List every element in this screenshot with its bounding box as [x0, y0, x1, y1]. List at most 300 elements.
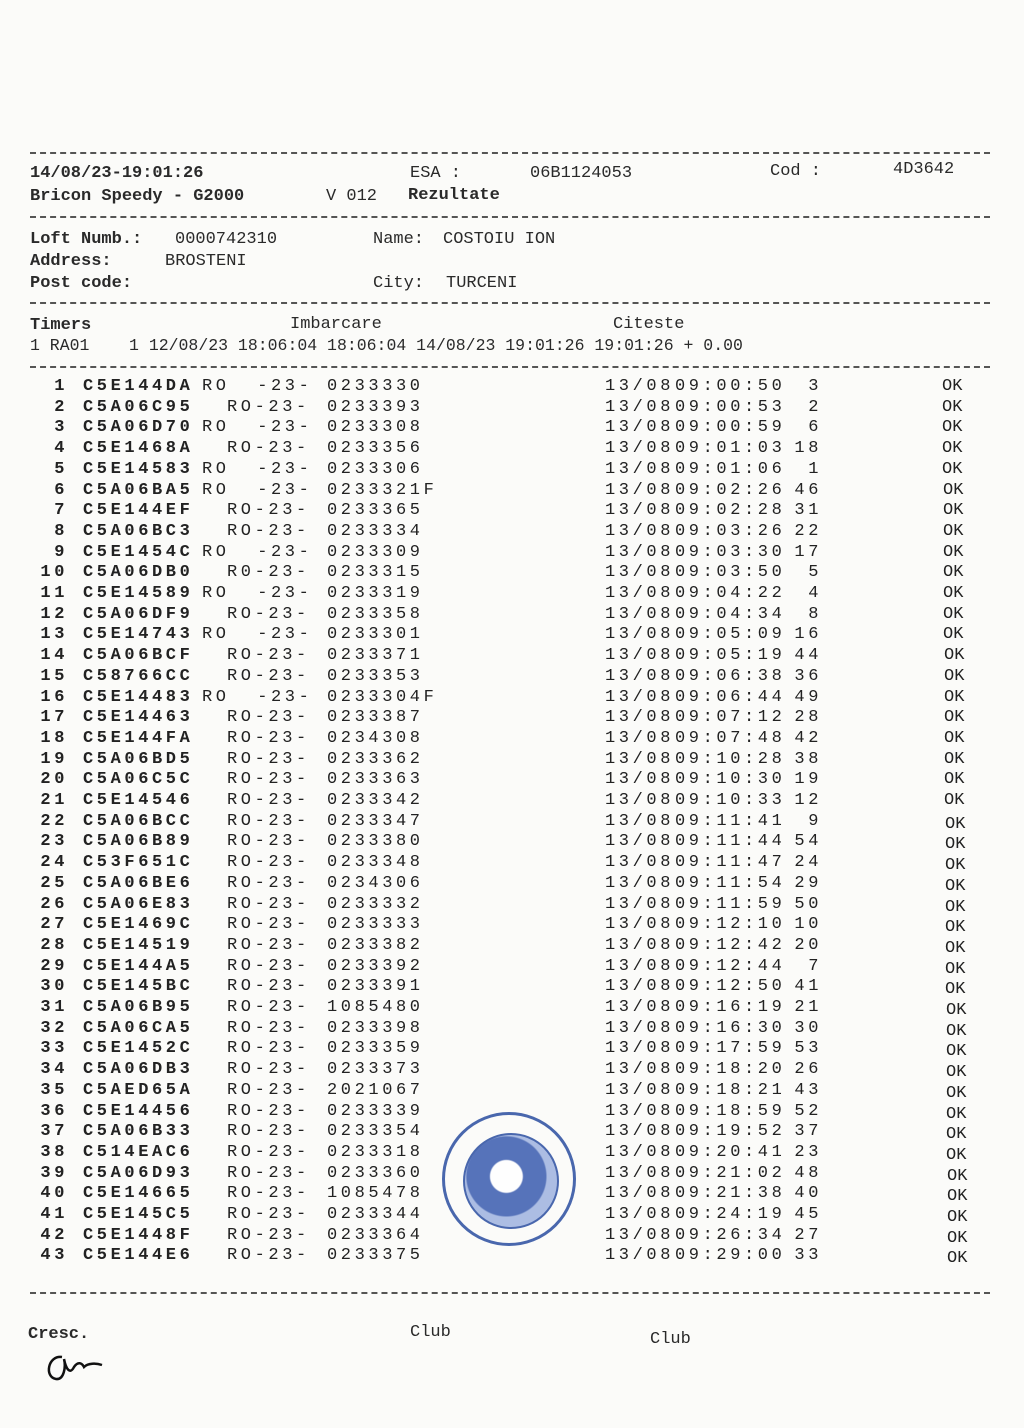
rank: 25 — [40, 873, 68, 893]
arrival-date: 13/08 — [605, 521, 675, 541]
ring-country-year: RO -23- — [202, 480, 313, 500]
position: 45 — [794, 1205, 822, 1224]
arrival-date: 13/08 — [605, 998, 675, 1017]
status: OK — [945, 897, 966, 917]
ring-country-year: RO-23- — [227, 604, 310, 624]
arrival-date: 13/08 — [605, 439, 675, 459]
rank: 36 — [40, 1101, 68, 1121]
arrival-time: 09:05:19 — [675, 646, 786, 666]
rank: 42 — [40, 1225, 68, 1245]
ring-number: 0233373 — [327, 1060, 424, 1080]
status: OK — [944, 749, 965, 769]
arrival-time: 09:21:02 — [675, 1163, 786, 1183]
ring-id: C5A06E83 — [83, 894, 194, 914]
arrival-time: 09:24:19 — [675, 1205, 786, 1224]
ring-country-year: RO-23- — [227, 1018, 310, 1038]
status: OK — [947, 1166, 968, 1186]
ring-number: 0233391 — [327, 977, 424, 997]
ring-number: 0233315 — [327, 563, 424, 583]
position: 36 — [794, 666, 822, 686]
position: 46 — [794, 480, 822, 500]
timers-label: Timers — [30, 316, 92, 335]
status: OK — [946, 1063, 967, 1083]
rank: 4 — [54, 439, 68, 459]
ring-id: C5E145BC — [83, 977, 194, 997]
status: OK — [942, 439, 963, 459]
ring-country-year: RO-23- — [227, 646, 310, 666]
arrival-date: 13/08 — [605, 1039, 675, 1059]
rank: 29 — [40, 956, 68, 976]
status: OK — [943, 542, 964, 562]
position: 3 — [808, 377, 822, 396]
status: OK — [947, 1187, 968, 1207]
ring-number: 0233387 — [327, 708, 424, 728]
position: 33 — [794, 1246, 822, 1266]
arrival-time: 09:03:26 — [675, 521, 786, 541]
arrival-time: 09:04:34 — [675, 604, 786, 624]
position: 17 — [794, 542, 822, 562]
arrival-time: 09:12:42 — [675, 935, 786, 955]
ring-country-year: RO-23- — [227, 832, 310, 852]
ring-number: 0233353 — [327, 666, 424, 686]
arrival-date: 13/08 — [605, 1101, 675, 1121]
ring-number: 0233304F — [327, 687, 438, 707]
ring-country-year: RO -23- — [202, 377, 313, 396]
ring-number: 0233321F — [327, 480, 438, 500]
rank: 40 — [40, 1184, 68, 1204]
ring-country-year: RO -23- — [202, 584, 313, 603]
position: 50 — [794, 894, 822, 914]
arrival-date: 13/08 — [605, 1225, 675, 1245]
position: 43 — [794, 1080, 822, 1100]
arrival-time: 09:20:41 — [675, 1142, 786, 1162]
arrival-time: 09:05:09 — [675, 625, 786, 645]
status: OK — [946, 1042, 967, 1062]
position: 44 — [794, 646, 822, 666]
signature-icon — [40, 1345, 110, 1385]
ring-number: 0233306 — [327, 459, 424, 479]
arrival-time: 09:16:19 — [675, 998, 786, 1017]
ring-id: C5E14665 — [83, 1184, 194, 1204]
position: 22 — [794, 521, 822, 541]
arrival-date: 13/08 — [605, 1205, 675, 1224]
ring-id: C5A06B33 — [83, 1122, 194, 1142]
arrival-date: 13/08 — [605, 1060, 675, 1080]
ring-country-year: RO -23- — [202, 625, 313, 645]
ring-id: C5E14463 — [83, 708, 194, 728]
rank: 1 — [54, 377, 68, 396]
status: OK — [945, 856, 966, 876]
status: OK — [947, 1228, 968, 1248]
ring-number: 0233354 — [327, 1122, 424, 1142]
position: 6 — [808, 418, 822, 438]
ring-number: 0233371 — [327, 646, 424, 666]
ring-id: C5A06CA5 — [83, 1018, 194, 1038]
ring-number: 0233365 — [327, 501, 424, 521]
arrival-time: 09:10:33 — [675, 791, 786, 810]
status: OK — [946, 1104, 967, 1124]
arrival-time: 09:06:38 — [675, 666, 786, 686]
status: OK — [946, 1021, 967, 1041]
arrival-date: 13/08 — [605, 563, 675, 583]
rank: 14 — [40, 646, 68, 666]
arrival-time: 09:18:59 — [675, 1101, 786, 1121]
divider — [30, 302, 990, 304]
rank: 3 — [54, 418, 68, 438]
ring-number: 0233364 — [327, 1225, 424, 1245]
ring-country-year: RO -23- — [202, 418, 313, 438]
ring-country-year: RO-23- — [227, 439, 310, 459]
esa-label: ESA : — [410, 164, 462, 183]
rank: 21 — [40, 791, 68, 810]
arrival-time: 09:12:10 — [675, 915, 786, 935]
position: 16 — [794, 625, 822, 645]
arrival-time: 09:00:50 — [675, 377, 786, 396]
arrival-date: 13/08 — [605, 501, 675, 521]
ring-id: C5AED65A — [83, 1080, 194, 1100]
rank: 11 — [40, 584, 68, 603]
rank: 13 — [40, 625, 68, 645]
status: OK — [942, 418, 963, 438]
post-code-label: Post code: — [30, 274, 133, 293]
position: 1 — [808, 459, 822, 479]
rank: 38 — [40, 1142, 68, 1162]
arrival-date: 13/08 — [605, 1163, 675, 1183]
ring-number: 0233330 — [327, 377, 424, 396]
position: 54 — [794, 832, 822, 852]
arrival-date: 13/08 — [605, 956, 675, 976]
position: 38 — [794, 749, 822, 769]
arrival-date: 13/08 — [605, 873, 675, 893]
position: 8 — [808, 604, 822, 624]
ring-id: C5A06DB3 — [83, 1060, 194, 1080]
arrival-date: 13/08 — [605, 728, 675, 748]
position: 41 — [794, 977, 822, 997]
ring-id: C5E1448F — [83, 1225, 194, 1245]
device-version: V 012 — [326, 187, 378, 206]
ring-id: C5A06C5C — [83, 770, 194, 790]
arrival-date: 13/08 — [605, 604, 675, 624]
status: OK — [943, 584, 964, 603]
rank: 19 — [40, 749, 68, 769]
arrival-time: 09:00:53 — [675, 397, 786, 417]
ring-number: 0233359 — [327, 1039, 424, 1059]
rank: 24 — [40, 853, 68, 873]
arrival-time: 09:02:28 — [675, 501, 786, 521]
ring-country-year: RO-23- — [227, 915, 310, 935]
status: OK — [946, 1001, 967, 1020]
ring-number: 0233319 — [327, 584, 424, 603]
arrival-time: 09:11:59 — [675, 894, 786, 914]
ring-country-year: RO-23- — [227, 956, 310, 976]
citeste-label: Citeste — [613, 315, 685, 334]
status: OK — [943, 501, 964, 521]
position: 24 — [794, 853, 822, 873]
arrival-date: 13/08 — [605, 915, 675, 935]
position: 37 — [794, 1122, 822, 1142]
position: 42 — [794, 728, 822, 748]
ring-number: 0233347 — [327, 811, 424, 831]
status: OK — [943, 625, 964, 645]
ring-number: 0233333 — [327, 915, 424, 935]
status: OK — [944, 708, 965, 728]
ring-id: C5E144FA — [83, 728, 194, 748]
rank: 5 — [54, 459, 68, 479]
arrival-date: 13/08 — [605, 1080, 675, 1100]
ring-country-year: RO-23- — [227, 770, 310, 790]
ring-id: C5E14589 — [83, 584, 194, 603]
rank: 22 — [40, 811, 68, 831]
arrival-date: 13/08 — [605, 646, 675, 666]
report-type: Rezultate — [408, 186, 500, 205]
rank: 17 — [40, 708, 68, 728]
position: 23 — [794, 1142, 822, 1162]
ring-number: 0233398 — [327, 1018, 424, 1038]
ring-country-year: RO-23- — [227, 728, 310, 748]
status: OK — [946, 1083, 967, 1103]
position: 53 — [794, 1039, 822, 1059]
position: 7 — [808, 956, 822, 976]
position: 10 — [794, 915, 822, 935]
ring-id: C5A06D70 — [83, 418, 194, 438]
arrival-date: 13/08 — [605, 584, 675, 603]
ring-number: 0234308 — [327, 728, 424, 748]
arrival-date: 13/08 — [605, 542, 675, 562]
status: OK — [947, 1249, 968, 1269]
arrival-date: 13/08 — [605, 625, 675, 645]
ring-number: 0233363 — [327, 770, 424, 790]
ring-country-year: RO-23- — [227, 1080, 310, 1100]
ring-number: 1085480 — [327, 998, 424, 1017]
divider — [30, 366, 990, 368]
position: 4 — [808, 584, 822, 603]
arrival-date: 13/08 — [605, 459, 675, 479]
ring-country-year: RO -23- — [202, 459, 313, 479]
ring-id: C5E1468A — [83, 439, 194, 459]
ring-id: C5E144A5 — [83, 956, 194, 976]
cod-value: 4D3642 — [893, 160, 955, 179]
ring-country-year: RO-23- — [227, 998, 310, 1017]
rank: 6 — [54, 480, 68, 500]
rank: 8 — [54, 521, 68, 541]
status: OK — [945, 959, 966, 979]
arrival-time: 09:26:34 — [675, 1225, 786, 1245]
rank: 7 — [54, 501, 68, 521]
rank: 27 — [40, 915, 68, 935]
ring-country-year: RO -23- — [202, 542, 313, 562]
status: OK — [946, 1125, 967, 1145]
ring-number: 0233344 — [327, 1205, 424, 1224]
arrival-time: 09:03:50 — [675, 563, 786, 583]
arrival-time: 09:01:06 — [675, 459, 786, 479]
ring-number: 1085478 — [327, 1184, 424, 1204]
ring-country-year: RO-23- — [227, 1101, 310, 1121]
arrival-date: 13/08 — [605, 666, 675, 686]
ring-number: 0233332 — [327, 894, 424, 914]
arrival-date: 13/08 — [605, 791, 675, 810]
status: OK — [945, 938, 966, 958]
rank: 37 — [40, 1122, 68, 1142]
arrival-time: 09:12:50 — [675, 977, 786, 997]
arrival-time: 09:06:44 — [675, 687, 786, 707]
arrival-date: 13/08 — [605, 1122, 675, 1142]
arrival-time: 09:18:21 — [675, 1080, 786, 1100]
arrival-date: 13/08 — [605, 749, 675, 769]
arrival-time: 09:10:28 — [675, 749, 786, 769]
ring-country-year: RO-23- — [227, 935, 310, 955]
arrival-time: 09:03:30 — [675, 542, 786, 562]
ring-id: C5E144EF — [83, 501, 194, 521]
arrival-time: 09:02:26 — [675, 480, 786, 500]
ring-id: C5A06B95 — [83, 998, 194, 1017]
club-label-1: Club — [410, 1323, 451, 1342]
position: 5 — [808, 563, 822, 583]
divider — [30, 1292, 990, 1294]
ring-country-year: RO-23- — [227, 853, 310, 873]
arrival-time: 09:11:41 — [675, 811, 786, 831]
arrival-date: 13/08 — [605, 1018, 675, 1038]
rank: 12 — [40, 604, 68, 624]
ring-country-year: RO-23- — [227, 521, 310, 541]
ring-number: 0233380 — [327, 832, 424, 852]
ring-country-year: RO -23- — [202, 687, 313, 707]
arrival-date: 13/08 — [605, 1142, 675, 1162]
ring-number: 0233308 — [327, 418, 424, 438]
rank: 33 — [40, 1039, 68, 1059]
arrival-date: 13/08 — [605, 687, 675, 707]
position: 12 — [794, 791, 822, 810]
position: 9 — [808, 811, 822, 831]
ring-country-year: RO-23- — [227, 977, 310, 997]
rank: 20 — [40, 770, 68, 790]
ring-country-year: RO-23- — [227, 1142, 310, 1162]
arrival-date: 13/08 — [605, 1184, 675, 1204]
rank: 31 — [40, 998, 68, 1017]
ring-number: 0233360 — [327, 1163, 424, 1183]
arrival-date: 13/08 — [605, 894, 675, 914]
loft-value: 0000742310 — [175, 230, 278, 249]
ring-country-year: RO-23- — [227, 1060, 310, 1080]
position: 18 — [794, 439, 822, 459]
loft-label: Loft Numb.: — [30, 230, 143, 249]
ring-number: 0233382 — [327, 935, 424, 955]
position: 30 — [794, 1018, 822, 1038]
status: OK — [943, 563, 964, 583]
rank: 35 — [40, 1080, 68, 1100]
address-value: BROSTENI — [165, 252, 247, 271]
ring-id: C5E14483 — [83, 687, 194, 707]
status: OK — [943, 604, 964, 624]
ring-country-year: RO-23- — [227, 1039, 310, 1059]
rank: 10 — [40, 563, 68, 583]
status: OK — [944, 770, 965, 790]
position: 20 — [794, 935, 822, 955]
position: 40 — [794, 1184, 822, 1204]
ring-id: C5A06DF9 — [83, 604, 194, 624]
ring-country-year: RO-23- — [227, 666, 310, 686]
ring-id: C5A06BCF — [83, 646, 194, 666]
ring-country-year: RO-23- — [227, 1184, 310, 1204]
rank: 41 — [40, 1205, 68, 1224]
ring-id: C5A06C95 — [83, 397, 194, 417]
arrival-time: 09:11:54 — [675, 873, 786, 893]
ring-country-year: RO-23- — [227, 708, 310, 728]
position: 48 — [794, 1163, 822, 1183]
city-value: TURCENI — [446, 274, 518, 293]
arrival-date: 13/08 — [605, 397, 675, 417]
status: OK — [945, 918, 966, 938]
ring-number: 0233301 — [327, 625, 424, 645]
ring-number: 0233375 — [327, 1246, 424, 1266]
arrival-time: 09:10:30 — [675, 770, 786, 790]
arrival-time: 09:07:48 — [675, 728, 786, 748]
rank: 23 — [40, 832, 68, 852]
ring-country-year: RO-23- — [227, 894, 310, 914]
ring-number: 0233348 — [327, 853, 424, 873]
ring-id: C58766CC — [83, 666, 194, 686]
ring-number: 0233362 — [327, 749, 424, 769]
device-name: Bricon Speedy - G2000 — [30, 187, 245, 206]
ring-number: 0234306 — [327, 873, 424, 893]
cod-label: Cod : — [770, 162, 822, 181]
status: OK — [945, 835, 966, 855]
arrival-date: 13/08 — [605, 480, 675, 500]
position: 19 — [794, 770, 822, 790]
ring-id: C5A06B89 — [83, 832, 194, 852]
ring-number: 0233356 — [327, 439, 424, 459]
position: 26 — [794, 1060, 822, 1080]
position: 52 — [794, 1101, 822, 1121]
divider — [30, 152, 990, 154]
ring-country-year: RO-23- — [227, 1246, 310, 1266]
arrival-date: 13/08 — [605, 853, 675, 873]
ring-number: 0233309 — [327, 542, 424, 562]
status: OK — [943, 521, 964, 541]
club-stamp-icon — [442, 1112, 576, 1246]
position: 49 — [794, 687, 822, 707]
status: OK — [945, 814, 966, 834]
status: OK — [944, 646, 965, 666]
ring-id: C5E1454C — [83, 542, 194, 562]
arrival-time: 09:21:38 — [675, 1184, 786, 1204]
arrival-time: 09:00:59 — [675, 418, 786, 438]
arrival-date: 13/08 — [605, 977, 675, 997]
ring-id: C53F651C — [83, 853, 194, 873]
name-label: Name: — [373, 230, 425, 249]
rank: 28 — [40, 935, 68, 955]
rank: 32 — [40, 1018, 68, 1038]
rank: 26 — [40, 894, 68, 914]
ring-country-year: RO-23- — [227, 1205, 310, 1224]
status: OK — [942, 397, 963, 417]
club-label-2: Club — [650, 1330, 691, 1349]
arrival-time: 09:07:12 — [675, 708, 786, 728]
arrival-time: 09:01:03 — [675, 439, 786, 459]
rank: 9 — [54, 542, 68, 562]
ring-number: 0233393 — [327, 397, 424, 417]
arrival-time: 09:11:47 — [675, 853, 786, 873]
arrival-time: 09:17:59 — [675, 1039, 786, 1059]
ring-number: 2021067 — [327, 1080, 424, 1100]
arrival-date: 13/08 — [605, 770, 675, 790]
position: 21 — [794, 998, 822, 1017]
ring-number: 0233392 — [327, 956, 424, 976]
arrival-time: 09:29:00 — [675, 1246, 786, 1266]
ring-id: C5E14519 — [83, 935, 194, 955]
arrival-time: 09:18:20 — [675, 1060, 786, 1080]
ring-id: C5E144DA — [83, 377, 194, 396]
rank: 18 — [40, 728, 68, 748]
